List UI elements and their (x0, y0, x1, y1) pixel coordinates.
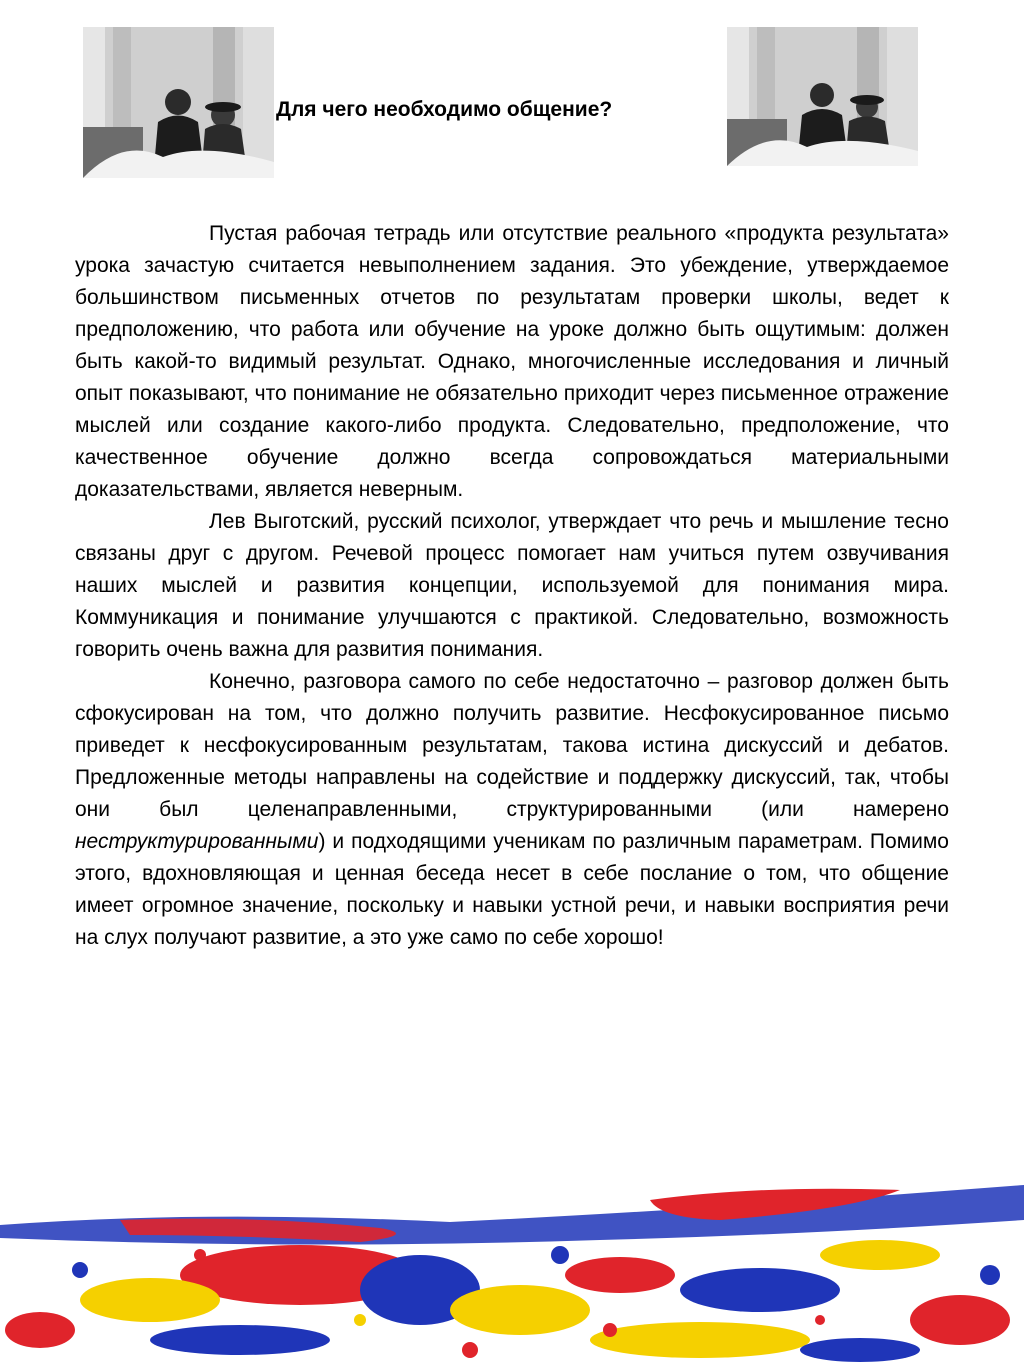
italic-term: неструктурированными (75, 830, 319, 853)
article-body (75, 218, 949, 954)
paragraph-text-part: Конечно, разговора самого по себе недостаточно – разговор должен быть сфокусирован на том, что должно получить развитие. Несфокусированное письмо приведет к несфокусированным результатам, такова истина дискуссий и дебатов. Предложенные методы направлены на содействие и поддержку дискуссий, так, чтобы они был целенаправленными, структурированными (или намерено (75, 670, 949, 821)
page-title: Для чего необходимо общение? (276, 98, 613, 121)
speaker-photo-left (83, 27, 274, 178)
paragraph-discussion (75, 666, 949, 954)
speaker-photo-right (727, 27, 918, 166)
paragraph-vygotsky: Лев Выготский, русский психолог, утверждает что речь и мышление тесно связаны друг с другом. Речевой процесс помогает нам учиться путем озвучивания наших мыслей и развития концепции, используемой для понимания мира. Коммуникация и понимание улучшаются с практикой. Следовательно, возможность говорить очень важна для развития понимания. (75, 510, 949, 661)
paragraph-text-part: ) и подходящими ученикам по различным параметрам. Помимо этого, вдохновляющая и ценная беседа несет в себе послание о том, что общение имеет огромное значение, поскольку и навыки устной речи, и навыки восприятия речи на слух получают развитие, а это уже само по себе хорошо! (75, 830, 949, 949)
paragraph-empty-workbook: Пустая рабочая тетрадь или отсутствие реального «продукта результата» урока зачастую считается невыполнением задания. Это убеждение, утверждаемое большинством письменных отчетов по результатам проверки школы, ведет к предположению, что работа или обучение на уроке должно быть ощутимым: должен быть какой-то видимый результат. Однако, многочисленные исследования и личный опыт показывают, что понимание не обязательно приходит через письменное отражение мыслей или создание какого-либо продукта. Следовательно, предположение, что качественное обучение должно всегда сопровождаться материальными доказательствами, является неверным. (75, 222, 949, 501)
paint-splatter-decoration (0, 1180, 1024, 1365)
